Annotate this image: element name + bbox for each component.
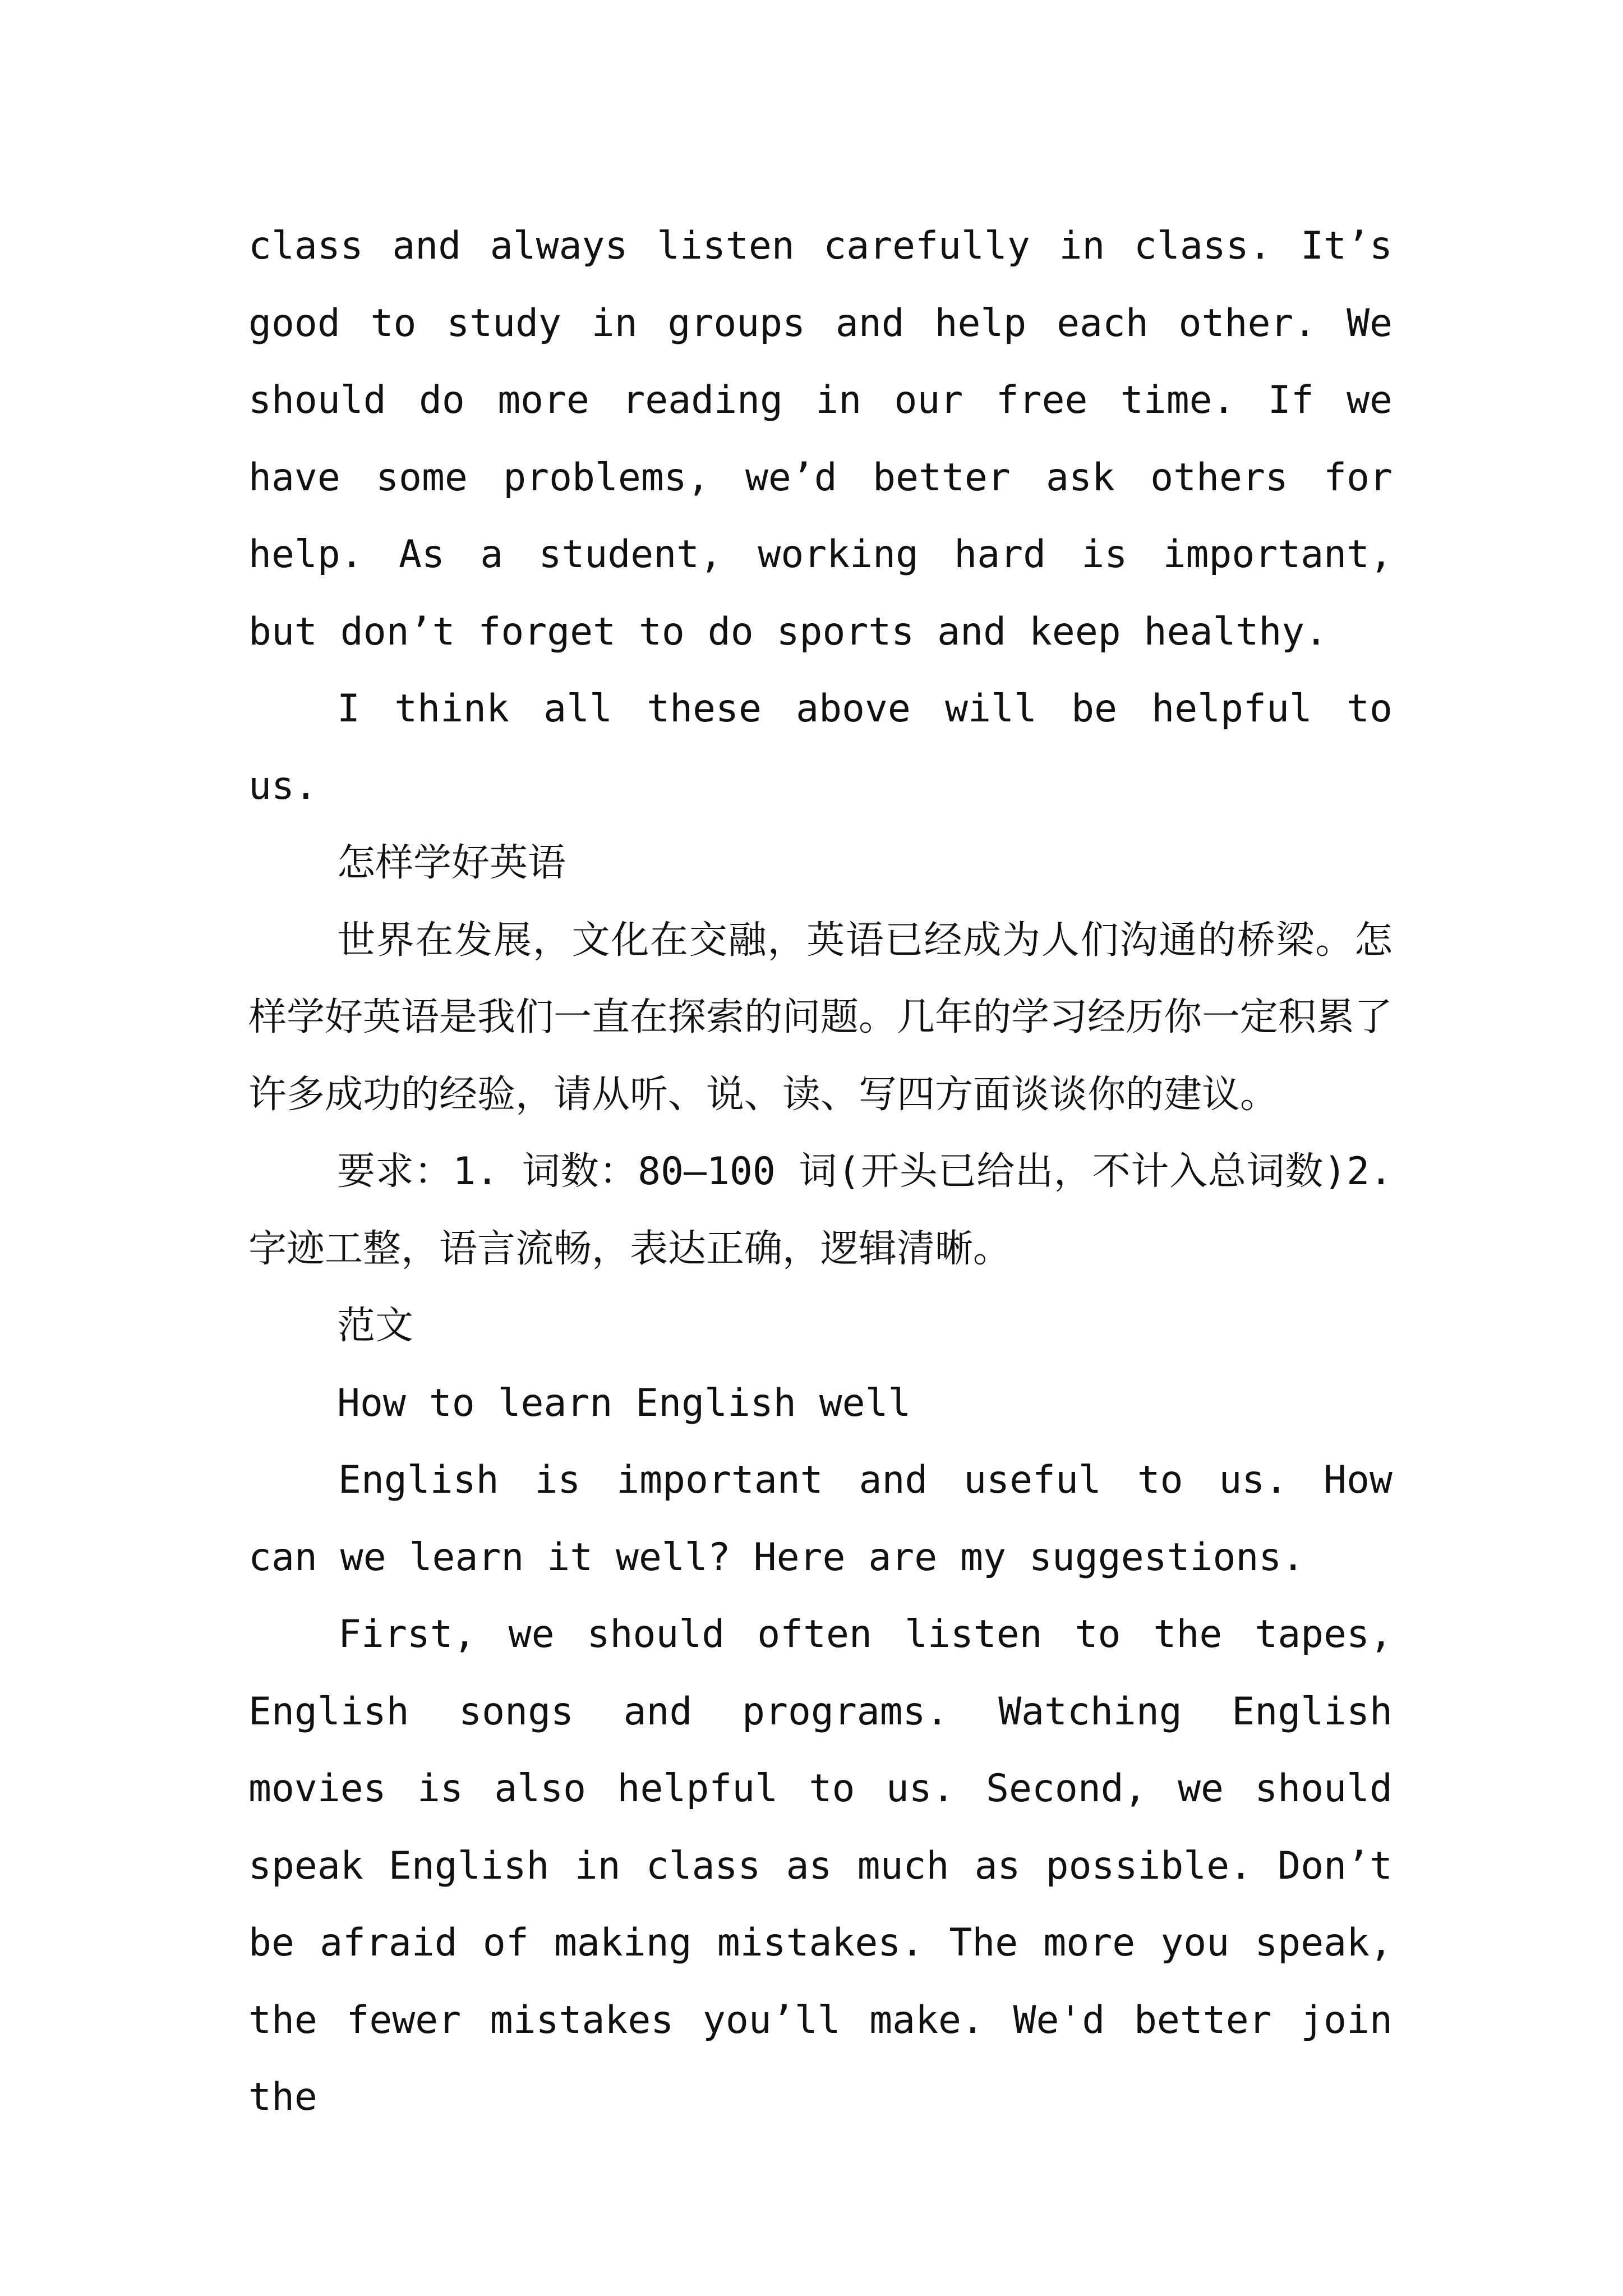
essay-title: How to learn English well <box>337 1381 911 1425</box>
paragraph-requirements: 要求：1. 词数：80—100 词(开头已给出，不计入总词数)2. 字迹工整，语言流畅，表达正确，逻辑清晰。 <box>248 1149 1393 1271</box>
section-title-learn-english: 怎样学好英语 <box>337 841 566 885</box>
paragraph-study-habits: class and always listen carefully in class. It’s good to study in groups and help each other. We should do more reading in our free time. If we have some problems, we’d better ask others for help. As a student, working hard is important, but don’t forget to do sports and keep healthy. <box>248 224 1393 654</box>
document-body <box>248 208 1393 2136</box>
paragraph-prompt: 世界在发展，文化在交融，英语已经成为人们沟通的桥梁。怎样学好英语是我们一直在探索的问题。几年的学习经历你一定积累了许多成功的经验，请从听、说、读、写四方面谈谈你的建议。 <box>248 918 1393 1117</box>
sample-essay-label: 范文 <box>337 1304 414 1348</box>
essay-paragraph-intro: English is important and useful to us. How can we learn it well? Here are my suggestions. <box>248 1458 1393 1580</box>
essay-paragraph-body: First, we should often listen to the tapes, English songs and programs. Watching English movies is also helpful to us. Second, we should speak English in class as much as possible. Don’t be afraid of making mistakes. The more you speak, the fewer mistakes you’ll make. We'd better join the <box>248 1612 1393 2119</box>
paragraph-conclusion: I think all these above will be helpful to us. <box>248 687 1393 808</box>
